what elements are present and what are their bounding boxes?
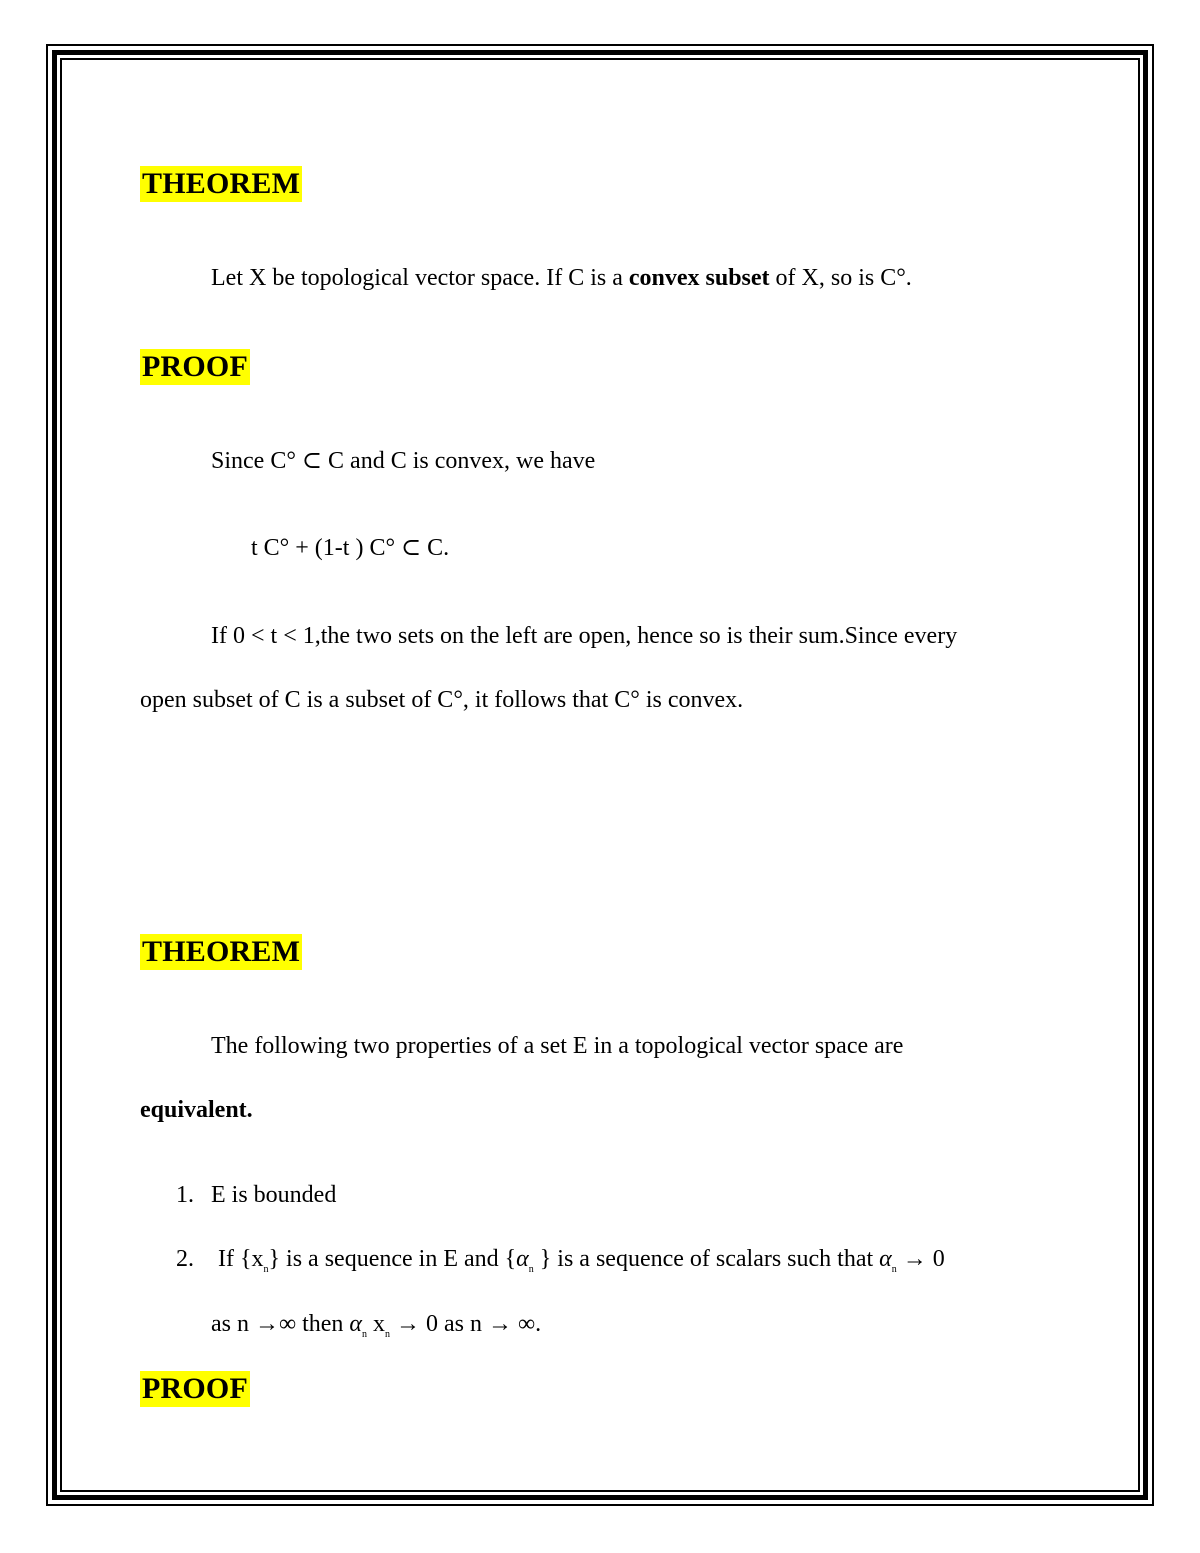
proof-heading-2: PROOF bbox=[142, 1372, 248, 1405]
subscript-n: n bbox=[362, 1328, 368, 1340]
list-item-2-part-4: → 0 bbox=[896, 1246, 945, 1272]
statement-bold-term: convex subset bbox=[628, 265, 770, 291]
list-item-2-continuation bbox=[211, 1309, 541, 1339]
theorem-statement-2-line-2: equivalent. bbox=[140, 1097, 253, 1123]
theorem-heading-1: THEOREM bbox=[142, 167, 301, 200]
proof-heading-1: PROOF bbox=[142, 350, 248, 383]
statement-text-after: of X, so is C°. bbox=[769, 265, 912, 291]
list-item-1-number: 1. bbox=[176, 1182, 194, 1208]
proof-line-4: open subset of C is a subset of C°, it follows that C° is convex. bbox=[140, 687, 744, 713]
subscript-n: n bbox=[263, 1263, 269, 1275]
list-item-2-part-3: } is a sequence of scalars such that bbox=[533, 1246, 880, 1272]
proof-line-3: If 0 < t < 1,the two sets on the left are open, hence so is their sum.Since every bbox=[211, 623, 958, 649]
theorem-statement-2-line-1: The following two properties of a set E in a topological vector space are bbox=[211, 1033, 904, 1059]
proof-line-1: Since C° ⊂ C and C is convex, we have bbox=[211, 448, 596, 474]
subscript-n: n bbox=[385, 1328, 391, 1340]
subscript-n: n bbox=[891, 1263, 897, 1275]
list-item-1-text: E is bounded bbox=[211, 1182, 337, 1208]
continuation-part-2: x bbox=[367, 1311, 386, 1337]
continuation-part-3: → 0 as n → ∞. bbox=[390, 1311, 542, 1337]
alpha-symbol: α bbox=[879, 1246, 892, 1272]
theorem-heading-2: THEOREM bbox=[142, 935, 301, 968]
statement-text-before: Let X be topological vector space. If C is a bbox=[211, 265, 629, 291]
proof-formula: t C° + (1-t ) C° ⊂ C. bbox=[251, 535, 450, 561]
list-item-2-number: 2. bbox=[176, 1246, 194, 1272]
continuation-part-1: as n →∞ then bbox=[211, 1311, 350, 1337]
alpha-symbol: α bbox=[349, 1311, 363, 1337]
list-item-2-part-2: } is a sequence in E and { bbox=[268, 1246, 517, 1272]
subscript-n: n bbox=[528, 1263, 534, 1275]
list-item-2-text bbox=[218, 1244, 945, 1274]
alpha-symbol: α bbox=[516, 1246, 529, 1272]
list-item-2-part-1: If {x bbox=[218, 1246, 264, 1272]
theorem-statement-1 bbox=[211, 263, 912, 293]
